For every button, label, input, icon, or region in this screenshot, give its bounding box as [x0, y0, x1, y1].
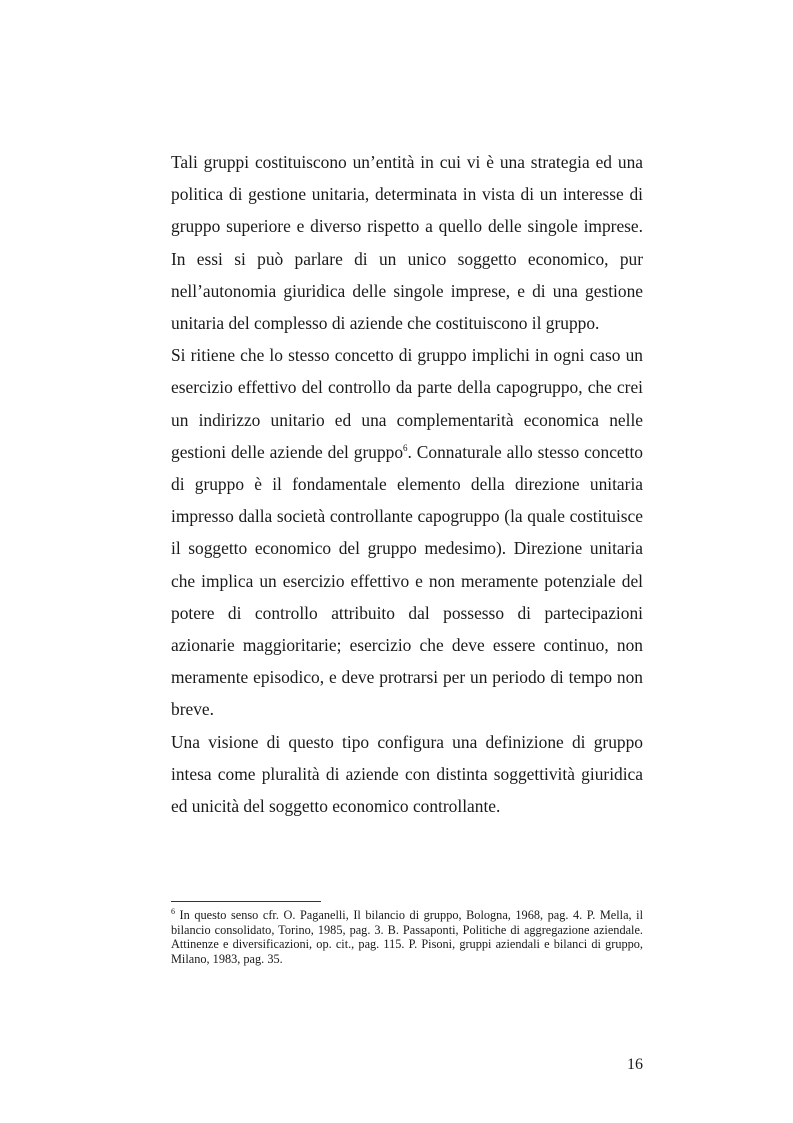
paragraph-3: Una visione di questo tipo configura una definizione di gruppo intesa come pluralità di aziende con distinta soggettività giuridica ed unicità del soggetto economico controllante.: [171, 731, 643, 817]
paragraph-2-part-2: . Connaturale allo stesso concetto di gruppo è il fondamentale elemento della direzione unitaria impresso dalla società controllante capogruppo (la quale costituisce il soggetto economico del gruppo medesimo). Direzione unitaria che implica un esercizio effettivo e non meramente potenziale del potere di controllo attribuito dal possesso di partecipazioni azionarie maggioritarie; esercizio che deve essere continuo, non meramente episodico, e deve protrarsi per un periodo di tempo non breve.: [171, 441, 643, 720]
footnote: [171, 908, 643, 966]
paragraph-2-part-1: Si ritiene che lo stesso concetto di gruppo implichi in ogni caso un esercizio effettivo del controllo da parte della capogruppo, che crei un indirizzo unitario ed una complementarità economica nelle gestioni delle aziende del gruppo: [171, 345, 643, 462]
footnote-reference[interactable]: 6: [403, 443, 408, 454]
body-text: [171, 146, 643, 822]
footnote-text: In questo senso cfr. O. Paganelli, Il bilancio di gruppo, Bologna, 1968, pag. 4. P. Mella, il bilancio consolidato, Torino, 1985, pag. 3. B. Passaponti, Politiche di aggregazione aziendale. Attinenze e diversificazioni, op. cit., pag. 115. P. Pisoni, gruppi aziendali e bilanci di gruppo, Milano, 1983, pag. 35.: [171, 908, 643, 966]
footnote-separator: [171, 901, 321, 902]
footnote-mark: 6: [171, 906, 175, 916]
paragraph-2: [171, 339, 643, 725]
paragraph-1: Tali gruppi costituiscono un’entità in cui vi è una strategia ed una politica di gestione unitaria, determinata in vista di un interesse di gruppo superiore e diverso rispetto a quello delle singole imprese. In essi si può parlare di un unico soggetto economico, pur nell’autonomia giuridica delle singole imprese, e di una gestione unitaria del complesso di aziende che costituiscono il gruppo.: [171, 152, 643, 334]
page-number: 16: [627, 1056, 643, 1073]
